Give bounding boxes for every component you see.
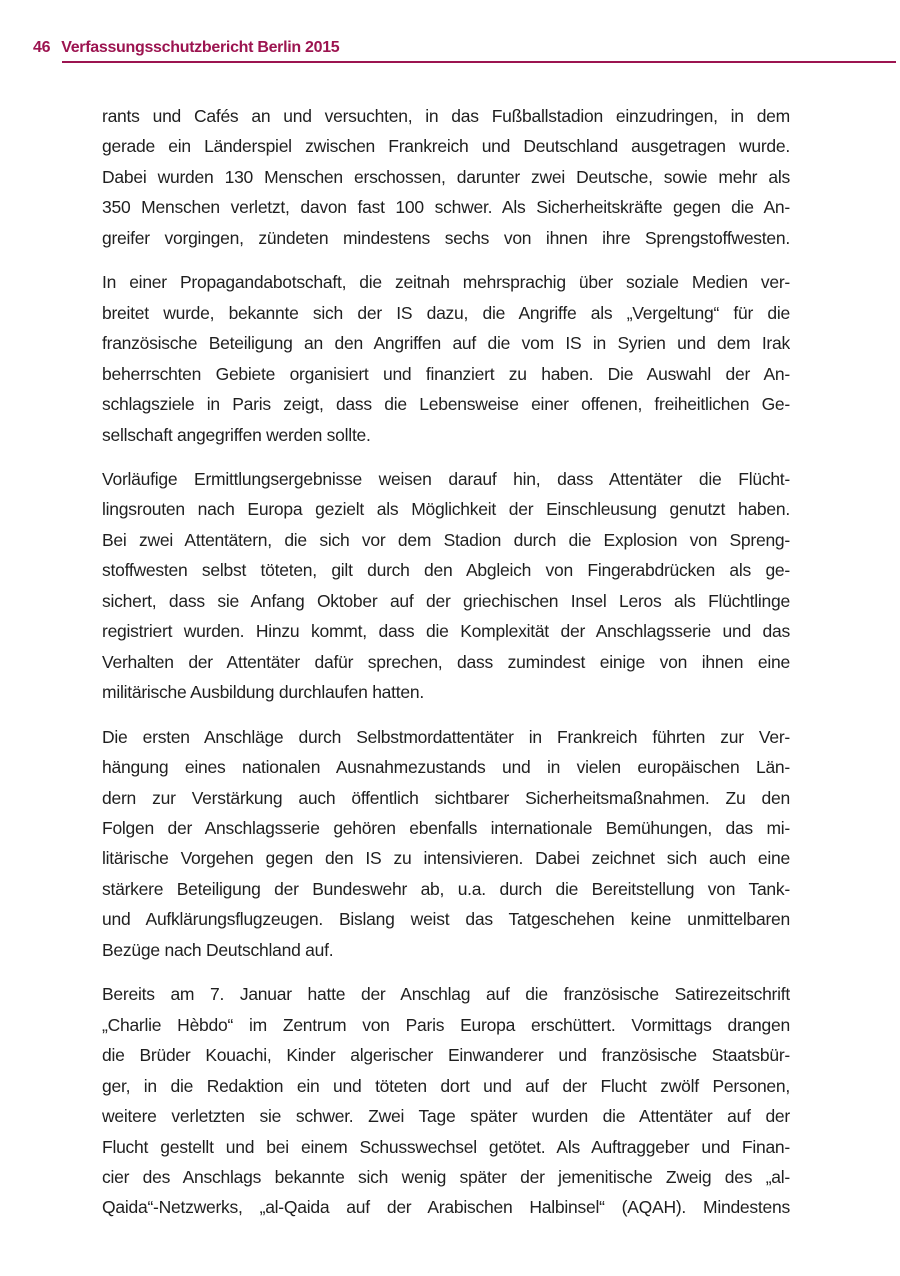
text-line: schlagsziele in Paris zeigt, dass die Lebensweise einer offenen, freiheitlichen Ge- [102, 394, 790, 415]
body-text [102, 101, 790, 1237]
text-line: Bereits am 7. Januar hatte der Anschlag auf die französische Satirezeitschrift [102, 984, 790, 1005]
text-line: cier des Anschlags bekannte sich wenig später der jemenitische Zweig des „al- [102, 1166, 790, 1187]
text-line: registriert wurden. Hinzu kommt, dass die Komplexität der Anschlagsserie und das [102, 621, 790, 642]
text-line: weitere verletzten sie schwer. Zwei Tage später wurden die Attentäter auf der [102, 1106, 790, 1127]
text-line: Die ersten Anschläge durch Selbstmordattentäter in Frankreich führten zur Ver- [102, 726, 790, 747]
text-line: französische Beteiligung an den Angriffen auf die vom IS in Syrien und dem Irak [102, 333, 790, 354]
paragraph [102, 464, 790, 708]
text-line: greifer vorgingen, zündeten mindestens sechs von ihnen ihre Sprengstoffwesten. [102, 227, 790, 248]
text-line: „Charlie Hèbdo“ im Zentrum von Paris Europa erschüttert. Vormittags drangen [102, 1014, 790, 1035]
text-line: Folgen der Anschlagsserie gehören ebenfalls internationale Bemühungen, das mi- [102, 817, 790, 838]
text-line: die Brüder Kouachi, Kinder algerischer Einwanderer und französische Staatsbür- [102, 1045, 790, 1066]
text-line: rants und Cafés an und versuchten, in das Fußballstadion einzudringen, in dem [102, 106, 790, 126]
text-line: Dabei wurden 130 Menschen erschossen, darunter zwei Deutsche, sowie mehr als [102, 166, 790, 187]
report-title: Verfassungsschutzbericht Berlin 2015 [61, 39, 340, 56]
page-number: 46 [33, 39, 51, 56]
paragraph [102, 979, 790, 1223]
text-line: ger, in die Redaktion ein und töteten dort und auf der Flucht zwölf Personen, [102, 1075, 790, 1096]
text-line: sellschaft angegriffen werden sollte. [102, 424, 371, 445]
paragraph [102, 267, 790, 450]
header-rule [62, 61, 896, 63]
text-line: Qaida“-Netzwerks, „al-Qaida auf der Arabischen Halbinsel“ (AQAH). Mindestens [102, 1197, 790, 1218]
text-line: Vorläufige Ermittlungsergebnisse weisen darauf hin, dass Attentäter die Flücht- [102, 468, 790, 489]
text-line: Verhalten der Attentäter dafür sprechen, dass zumindest einige von ihnen eine [102, 651, 790, 672]
paragraph [102, 101, 790, 253]
text-line: stoffwesten selbst töteten, gilt durch den Abgleich von Fingerabdrücken als ge- [102, 560, 790, 581]
text-line: In einer Propagandabotschaft, die zeitnah mehrsprachig über soziale Medien ver- [102, 272, 790, 293]
text-line: litärische Vorgehen gegen den IS zu intensivieren. Dabei zeichnet sich auch eine [102, 848, 790, 869]
text-line: Flucht gestellt und bei einem Schusswechsel getötet. Als Auftraggeber und Finan- [102, 1136, 790, 1157]
text-line: hängung eines nationalen Ausnahmezustands und in vielen europäischen Län- [102, 757, 790, 778]
text-line: Bei zwei Attentätern, die sich vor dem Stadion durch die Explosion von Spreng- [102, 529, 790, 550]
text-line: lingsrouten nach Europa gezielt als Möglichkeit der Einschleusung genutzt haben. [102, 499, 790, 520]
text-line: stärkere Beteiligung der Bundeswehr ab, u.a. durch die Bereitstellung von Tank- [102, 878, 790, 899]
text-line: Bezüge nach Deutschland auf. [102, 939, 334, 960]
paragraph [102, 722, 790, 966]
text-line: dern zur Verstärkung auch öffentlich sichtbarer Sicherheitsmaßnahmen. Zu den [102, 787, 790, 808]
text-line: 350 Menschen verletzt, davon fast 100 schwer. Als Sicherheitskräfte gegen die An- [102, 197, 790, 218]
text-line: sichert, dass sie Anfang Oktober auf der griechischen Insel Leros als Flüchtlinge [102, 590, 790, 611]
text-line: beherrschten Gebiete organisiert und finanziert zu haben. Die Auswahl der An- [102, 363, 790, 384]
page-header [33, 39, 339, 57]
text-line: breitet wurde, bekannte sich der IS dazu, die Angriffe als „Vergeltung“ für die [102, 302, 790, 323]
text-line: militärische Ausbildung durchlaufen hatten. [102, 682, 424, 703]
text-line: gerade ein Länderspiel zwischen Frankreich und Deutschland ausgetragen wurde. [102, 136, 790, 157]
text-line: und Aufklärungsflugzeugen. Bislang weist das Tatgeschehen keine unmittelbaren [102, 909, 790, 930]
